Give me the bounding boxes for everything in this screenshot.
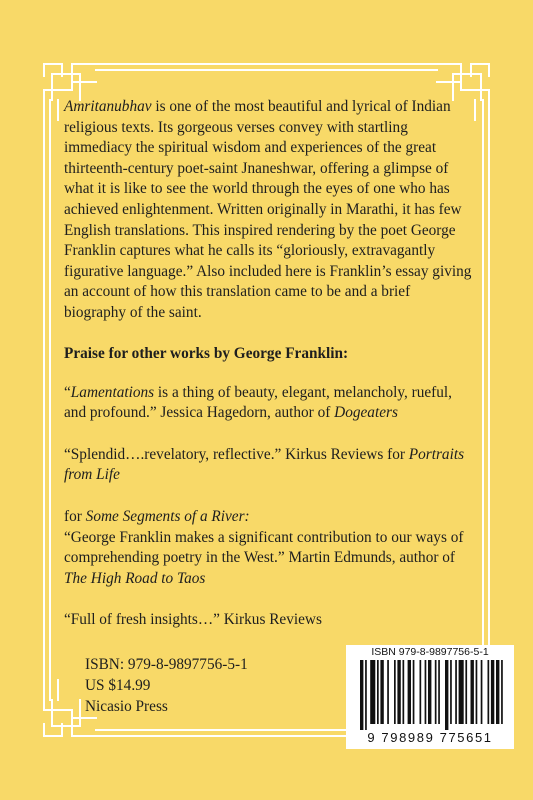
barcode-bar	[380, 660, 383, 724]
barcode-bar	[471, 660, 474, 724]
review-quote: “Full of fresh insights…” Kirkus Reviews	[64, 611, 322, 629]
barcode-bar	[496, 660, 499, 724]
description-text: is one of the most beautiful and lyrical of Indian religious texts. Its gorgeous verses convey with startling immediacy the spiritual wisdom and experiences of the great thirteenth-century poet-saint Jnaneshwar, offering a glimpse of what it is like to see the world through the eyes of one who has achieved enlightenment. Written originally in Marathi, it has few English translations. This inspired rendering by the poet George Franklin captures what he calls its “gloriously, extravagantly figurative language.” Also included here is Franklin’s essay giving an account of how this translation came to be and a brief biography of the saint.	[64, 98, 472, 321]
barcode-bar	[394, 660, 396, 724]
source-title: Dogeaters	[334, 404, 398, 422]
barcode-bar	[491, 660, 494, 724]
isbn-text: ISBN: 979-8-9897756-5-1	[85, 656, 248, 673]
review-quote: “Lamentations is a thing of beauty, elegant, melancholy, rueful, and profound.” Jessica Hagedorn, author of Dogeaters	[64, 383, 453, 422]
work-title: Lamentations	[70, 383, 155, 401]
barcode-bar	[488, 660, 490, 724]
barcode-isbn: ISBN 979-8-9897756-5-1	[371, 646, 489, 658]
barcode-bar	[501, 660, 503, 724]
book-title: Amritanubhav	[64, 98, 152, 115]
barcode-bar	[445, 660, 448, 730]
barcode-bar	[450, 660, 452, 724]
barcode-bar	[425, 660, 427, 724]
barcode-bar	[455, 660, 457, 724]
barcode-bar	[420, 660, 422, 724]
barcode-bar	[397, 660, 400, 724]
publisher-name: Nicasio Press	[85, 698, 168, 715]
barcode-digits: 9 798989 775651	[367, 730, 493, 745]
barcode-bar	[481, 660, 483, 724]
book-description	[64, 97, 474, 324]
price-text: US $14.99	[85, 677, 151, 694]
barcode-bar	[465, 660, 467, 724]
barcode-bar	[370, 660, 375, 724]
publication-info	[85, 654, 248, 717]
barcode-bar	[459, 660, 464, 724]
praise-heading: Praise for other works by George Franklin:	[64, 344, 349, 362]
barcode-bar	[428, 660, 431, 724]
back-cover-text	[64, 97, 474, 631]
barcode-image	[352, 660, 508, 730]
barcode-bar	[387, 660, 389, 724]
review-intro: for Some Segments of a River:	[64, 507, 250, 525]
barcode-bar	[360, 660, 363, 730]
barcode-bar	[408, 660, 411, 724]
barcode-bar	[403, 660, 405, 724]
work-title: Some Segments of a River:	[85, 507, 250, 525]
barcode-bar	[413, 660, 415, 724]
source-title: The High Road to Taos	[64, 569, 206, 587]
barcode-bar	[438, 660, 440, 724]
source-title: Portraits from Life	[64, 445, 465, 484]
review-quote: “Splendid….revelatory, reflective.” Kirkus Reviews for Portraits from Life	[64, 445, 465, 484]
barcode-bar	[476, 660, 478, 724]
barcode-bar	[377, 660, 379, 724]
barcode-bar	[365, 660, 367, 730]
barcode-label	[346, 645, 514, 749]
barcode-bar	[435, 660, 437, 724]
review-quote: “George Franklin makes a significant contribution to our ways of comprehending poetry in the West.” Martin Edmunds, author of The High Road to Taos	[64, 528, 464, 587]
